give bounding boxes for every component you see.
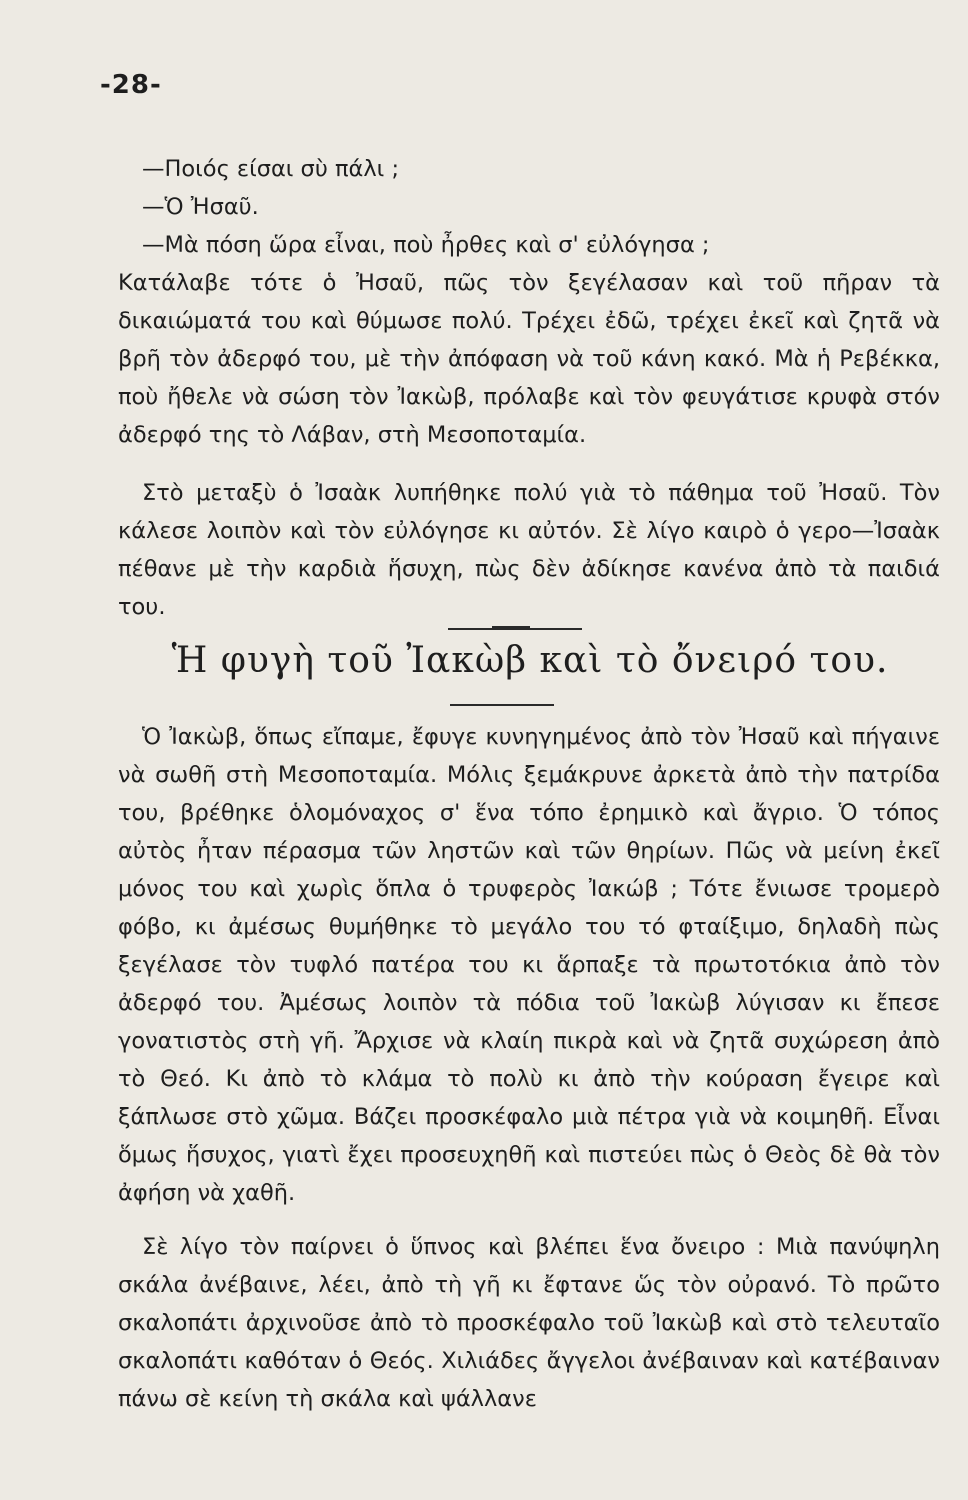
paragraph bbox=[118, 264, 940, 454]
paragraph bbox=[118, 1228, 940, 1418]
paragraph-text: Ὁ Ἰακὼβ, ὅπως εἴπαμε, ἔφυγε κυνηγημένος ἀπὸ τὸν Ἠσαῦ καὶ πήγαινε νὰ σωθῆ στὴ Μεσοποταμία. Μόλις ξεμάκρυνε ἀρκετὰ ἀπὸ τὴν πατρίδα του, βρέθηκε ὁλομόναχος σ' ἕνα τόπο ἐρημικὸ καὶ ἄγριο. Ὁ τόπος αὐτὸς ἦταν πέρασμα τῶν ληστῶν καὶ τῶν θηρίων. Πῶς νὰ μείνη ἐκεῖ μόνος του καὶ χωρὶς ὅπλα ὁ τρυφερὸς Ἰακώβ ; Τότε ἔνιωσε τρομερὸ φόβο, κι ἀμέσως θυμήθηκε τὸ μεγάλο του τό φταίξιμο, δηλαδὴ πὼς ξεγέλασε τὸν τυφλό πατέρα του κι ἅρπαξε τὰ πρωτοτόκια ἀπὸ τὸν ἀδερφό του. Ἀμέσως λοιπὸν τὰ πόδια τοῦ Ἰακὼβ λύγισαν κι ἔπεσε γονατιστὸς στὴ γῆ. Ἄρχισε νὰ κλαίη πικρὰ καὶ νὰ ζητᾶ συχώρεση ἀπὸ τὸ Θεό. Κι ἀπὸ τὸ κλάμα τὸ πολὺ κι ἀπὸ τὴν κούραση ἔγειρε καὶ ξάπλωσε στὸ χῶμα. Βάζει προσκέφαλο μιὰ πέτρα γιὰ νὰ κοιμηθῆ. Εἶναι ὅμως ἥσυχος, γιατὶ ἔχει προσευχηθῆ καὶ πιστεύει πὼς ὁ Θεὸς δὲ θὰ τὸν ἀφήση νὰ χαθῆ. bbox=[118, 724, 940, 1206]
heading-underline bbox=[450, 704, 554, 706]
dialogue-line: —Μὰ πόση ὥρα εἶναι, ποὺ ἦρθες καὶ σ' εὐλόγησα ; bbox=[142, 232, 710, 258]
paragraph bbox=[118, 718, 940, 1212]
paragraph bbox=[118, 474, 940, 626]
dialogue-line: —Ὁ Ἠσαῦ. bbox=[142, 194, 259, 220]
paragraph-text: Κατάλαβε τότε ὁ Ἠσαῦ, πῶς τὸν ξεγέλασαν καὶ τοῦ πῆραν τὰ δικαιώματά του καὶ θύμωσε πολύ. Τρέχει ἐδῶ, τρέχει ἐκεῖ καὶ ζητᾶ νὰ βρῆ τὸν ἀδερφό του, μὲ τὴν ἀπόφαση νὰ τοῦ κάνη κακό. Μὰ ἡ Ρεβέκκα, ποὺ ἤθελε νὰ σώση τὸν Ἰακὼβ, πρόλαβε καὶ τὸν φευγάτισε κρυφὰ στόν ἀδερφό της τὸ Λάβαν, στὴ Μεσοποταμία. bbox=[118, 270, 940, 448]
section-divider-accent bbox=[492, 626, 530, 630]
paragraph-text: Σὲ λίγο τὸν παίρνει ὁ ὕπνος καὶ βλέπει ἕνα ὄνειρο : Μιὰ πανύψηλη σκάλα ἀνέβαινε, λέει, ἀπὸ τὴ γῆ κι ἔφτανε ὥς τὸν οὐρανό. Τὸ πρῶτο σκαλοπάτι ἀρχινοῦσε ἀπὸ τὸ προσκέφαλο τοῦ Ἰακὼβ καὶ στὸ τελευταῖο σκαλοπάτι καθόταν ὁ Θεός. Χιλιάδες ἄγγελοι ἀνέβαιναν καὶ κατέβαιναν πάνω σὲ κείνη τὴ σκάλα καὶ ψάλλανε bbox=[118, 1234, 940, 1412]
dialogue-block bbox=[118, 150, 940, 264]
dialogue-line: —Ποιός είσαι σὺ πάλι ; bbox=[142, 156, 400, 182]
chapter-heading: Ἡ φυγὴ τοῦ Ἰακὼβ καὶ τὸ ὄνειρό του. bbox=[171, 640, 889, 681]
paragraph-text: Στὸ μεταξὺ ὁ Ἰσαὰκ λυπήθηκε πολύ γιὰ τὸ πάθημα τοῦ Ἠσαῦ. Τὸν κάλεσε λοιπὸν καὶ τὸν εὐλόγησε κι αὐτόν. Σὲ λίγο καιρὸ ὁ γερο—Ἰσαὰκ πέθανε μὲ τὴν καρδιὰ ἥσυχη, πὼς δὲν ἀδίκησε κανένα ἀπὸ τὰ παιδιά του. bbox=[118, 480, 940, 620]
page-number: -28- bbox=[100, 70, 162, 100]
